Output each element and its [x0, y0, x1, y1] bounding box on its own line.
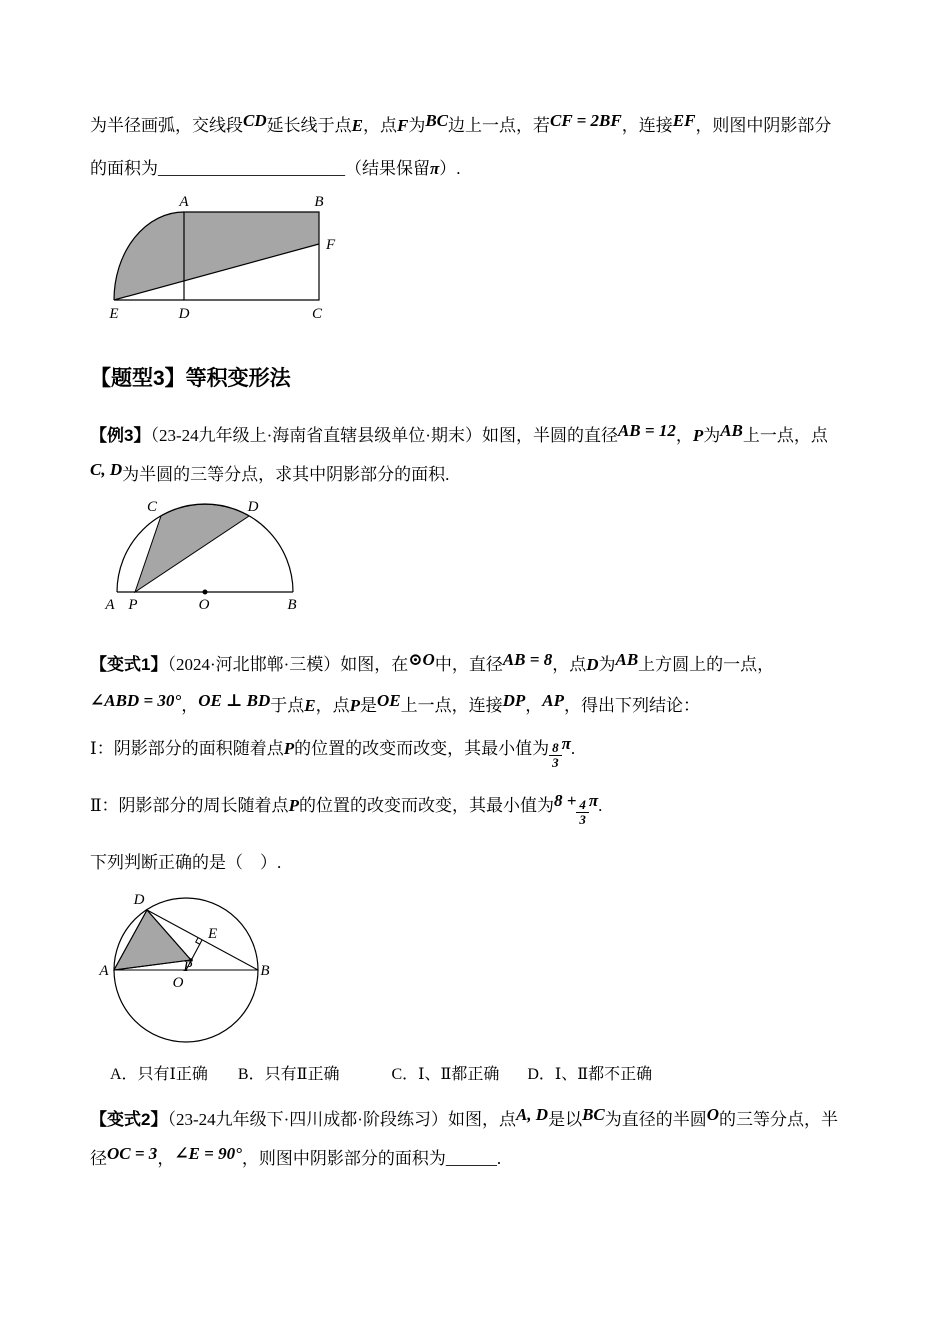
- variant1-line-1: 【变式1】（2024·河北邯郸·三模）如图，在⊙O中，直径AB = 8，点D为AB上方圆上的一点，: [90, 650, 775, 674]
- answer-options-row: [110, 1061, 880, 1084]
- fig3-label-O: O: [172, 975, 184, 991]
- example3-line-1: 【例3】（23-24九年级上·海南省直辖县级单位·期末）如图，半圆的直径AB = 12，P为AB上一点，点: [90, 421, 828, 445]
- figure-circle: [94, 884, 880, 1049]
- fig3-label-D: D: [133, 892, 145, 908]
- fig3-label-B: B: [260, 963, 270, 979]
- fig2-shaded-region: [135, 504, 249, 592]
- fig2-label-P: P: [128, 597, 138, 613]
- fig2-label-A: A: [105, 597, 115, 613]
- fig1-label-D: D: [178, 306, 190, 322]
- figure-rectangle-arc: [106, 186, 880, 326]
- variant2-line-2: 径OC = 3，∠E = 90°，则图中阴影部分的面积为______.: [90, 1144, 502, 1168]
- fig3-label-A: A: [99, 963, 109, 979]
- statement-2: Ⅱ：阴影部分的周长随着点P的位置的改变而改变，其最小值为8 + $\frac{4}{3}$ π.: [90, 791, 603, 827]
- fig1-label-B: B: [314, 194, 324, 210]
- fig2-label-C: C: [146, 499, 158, 515]
- fig3-label-E: E: [208, 926, 218, 942]
- continued-problem-line-1: 为半径画弧，交线段CD延长线于点E，点F为BC边上一点，若CF = 2BF，连接EF，则图中阴影部分: [90, 111, 832, 135]
- fig3-label-P: P: [183, 959, 193, 975]
- example3-line-2: C, D为半圆的三等分点，求其中阴影部分的面积.: [90, 460, 450, 484]
- variant1-line-2: ∠ABD = 30°，OE ⊥ BD于点E，点P是OE上一点，连接DP，AP，得出下列结论：: [90, 691, 701, 715]
- option-d: D．Ⅰ、Ⅱ都不正确: [527, 1066, 653, 1083]
- fig1-label-A: A: [179, 194, 189, 210]
- fig1-label-E: E: [109, 306, 119, 322]
- statement-1: Ⅰ：阴影部分的面积随着点P的位置的改变而改变，其最小值为 $\frac{8}{3}$ π.: [90, 734, 576, 770]
- fig2-svg: [100, 492, 310, 617]
- fig2-center-dot: [203, 590, 208, 595]
- continued-problem-line-2: 的面积为______________________（结果保留π）.: [90, 159, 461, 178]
- fig1-label-F: F: [326, 237, 336, 253]
- fig1-label-C: C: [311, 306, 323, 322]
- variant2-line-1: 【变式2】（23-24九年级下·四川成都·阶段练习）如图，点A, D是以BC为直径的半圆O的三等分点，半: [90, 1105, 839, 1129]
- figure-semicircle: [100, 492, 880, 617]
- option-a: A．只有Ⅰ正确: [110, 1066, 208, 1083]
- fig2-label-B: B: [287, 597, 297, 613]
- fig2-label-O: O: [198, 597, 210, 613]
- fig3-svg: [94, 884, 284, 1049]
- fig1-svg: [106, 186, 351, 326]
- fig2-label-D: D: [247, 499, 259, 515]
- fig1-shaded-region: [114, 212, 319, 300]
- option-c: C．Ⅰ、Ⅱ都正确: [391, 1066, 500, 1083]
- section-heading: 【题型3】等积变形法: [90, 367, 291, 390]
- option-b: B．只有Ⅱ正确: [237, 1066, 340, 1083]
- judge-prompt: 下列判断正确的是（ ）.: [90, 853, 282, 872]
